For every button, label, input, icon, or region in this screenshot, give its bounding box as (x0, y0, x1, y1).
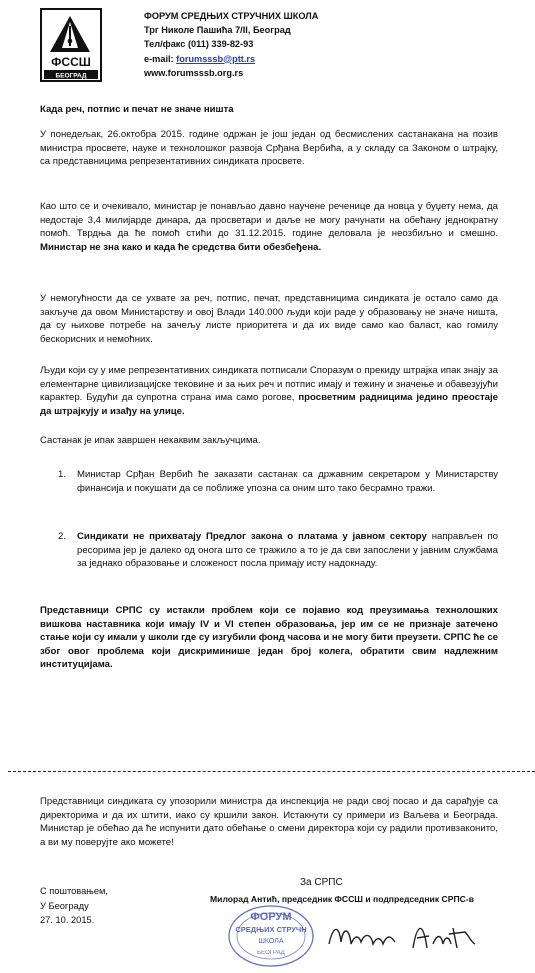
letterhead (144, 9, 318, 80)
place: У Београду (40, 900, 89, 911)
email-link[interactable]: forumsssb@ptt.rs (176, 53, 256, 64)
conclusion-item-1 (58, 468, 498, 495)
paragraph-4-text: Људи који су у име репрезентативних синдиката потписали Споразум о прекиду штрајка ипак знају за елементарне цивилизацијске тековине и за њих реч и потпис имају и тежину и значење и обавезујући карактер. Будући да супротна страна има само рогове, (40, 365, 498, 404)
organization-logo (40, 8, 102, 82)
stamp-text-4: БЕОГРАД (257, 950, 285, 956)
paragraph-6: Представници СРПС су истакли проблем који се појавио код преузимања технолошких вишкова наставника који имају IV и VI степен образовања, јер им се не признаје затечено стање који су имали у школи где су изгубили фонд часова и не могу бити преузети. СРПС ће се због овог проблема који дискриминише један број колега, обратити свим надлежним институцијама. (40, 605, 498, 671)
stamp-seal (225, 900, 317, 968)
paragraph-2 (40, 200, 498, 254)
email-label: e-mail: (144, 53, 177, 64)
org-name: ФОРУМ СРЕДЊИХ СТРУЧНИХ ШКОЛА (144, 11, 319, 21)
paragraph-4 (40, 364, 498, 418)
letter-title: Када реч, потпис и печат не значе ништа (40, 104, 234, 115)
org-phone: Тел/факс (011) 339-82-93 (144, 39, 254, 50)
org-website: www.forumsssb.org.rs (144, 67, 244, 78)
signatory-name: Милорад Антић, председник ФССШ и подпредседник СРПС-в (210, 894, 474, 904)
dashed-divider (8, 771, 535, 772)
greeting: С поштовањем, (40, 886, 108, 896)
handwritten-signature (325, 914, 485, 956)
paragraph-5: Састанак је ипак завршен некаквим закључцима. (40, 435, 261, 446)
stamp-text-3: ШКОЛА (258, 938, 284, 945)
org-address: Трг Николе Пашића 7/II, Београд (144, 25, 291, 36)
item-2-number: 2. (58, 531, 67, 542)
item-1-number: 1. (58, 469, 67, 480)
on-behalf-of: За СРПС (300, 877, 343, 888)
signature-drawing (325, 914, 485, 956)
paragraph-4-bold: просветним радницима једино преостаје да штрајкују и изађу на улице. (40, 392, 498, 417)
paragraph-2-bold: Министар не зна како и када ће средства бити обезбеђена. (40, 241, 322, 253)
org-email-line (144, 52, 318, 66)
stamp-text-1: ФОРУМ (250, 911, 292, 923)
item-2-text (77, 530, 498, 571)
conclusion-item-2 (58, 530, 498, 571)
closing-block (40, 884, 108, 928)
item-2-bold: Синдикати не прихватају Предлог закона о платама у јавном сектору (77, 531, 427, 542)
paragraph-2-text: Као што се и очекивало, министар је понављао давно научене реченице да новца у буџету нема, да недостаје 3,4 милијарде динара, да просветари и даље не могу рачунати на обећану једнократну помоћ. Тврдња да ће помоћ стићи до 31.12.2015. године деловала је неозбиљно и смешно. (40, 201, 498, 240)
date: 27. 10. 2015. (40, 915, 95, 926)
item-2-rest: направљен по ресорима јер је далеко од онога што се тражило а то је да сви запослени у јавним службама за једнако образовање и сложеност посла примају исту надокнаду. (77, 531, 498, 570)
paragraph-7: Представници синдиката су упозорили министра да инспекција не ради свој посао и да сарађује са директорима и да их штити, иако су кршили закон. Истакнути су примери из Ваљева и Београда. Министар је обећао да ће испунити дато обећање о смени директора који су радили противзаконито, а ви му поверујте ако можете! (40, 796, 498, 848)
paragraph-3: У немогућности да се ухвате за реч, потпис, печат, представницима синдиката је остало само да закључе да овом Министарству и овој Влади 140.000 људи који раде у образовању не значе ништа, да су њихове потребе на зачељу листе приоритета и да их виде само као баласт, као гомилу бескорисних и немоћних. (40, 293, 498, 345)
paragraph-1: У понедељак, 26.октобра 2015. године одржан је још један од бесмислених састанакана на позив министра просвете, науке и технолошког развоја Срђана Вербића, а у складу са Законом о штрајку, са представницима репрезентативних синдиката просвете. (40, 129, 498, 168)
stamp-text-2: СРЕДЊИХ СТРУЧН (235, 925, 307, 934)
logo-subtext: БЕОГРАД (55, 72, 87, 80)
logo-text: ФССШ (51, 55, 91, 69)
item-1-text: Министар Срђан Вербић ће заказати састанак са државним секретаром у Министарству финансија и покушати да се поближе упозна са оним што тако бесрамно тражи. (77, 469, 498, 494)
